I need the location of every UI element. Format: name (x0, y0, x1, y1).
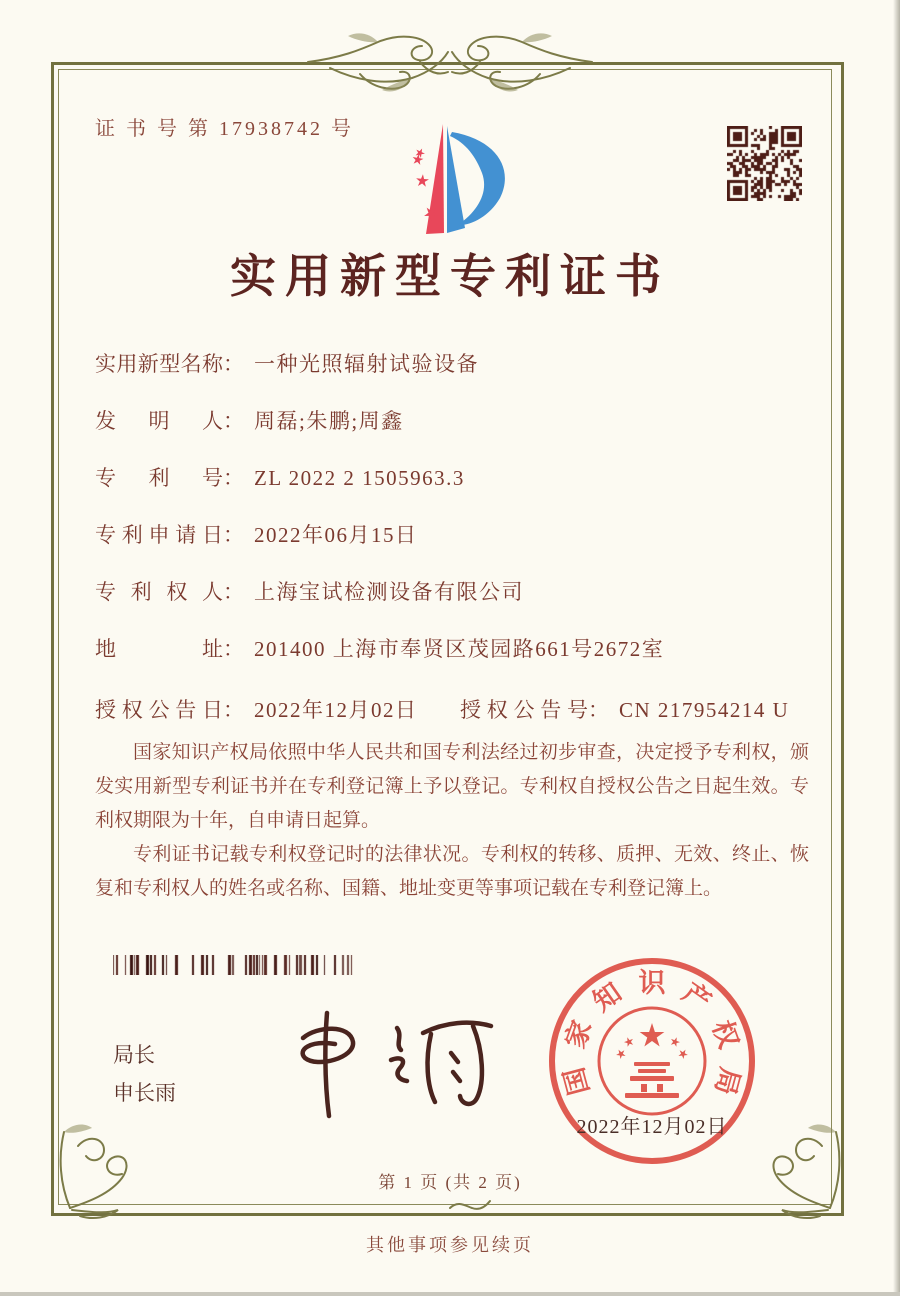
qr-code-canvas (727, 126, 802, 201)
field-label: 发明人 (95, 409, 223, 433)
svg-text:家: 家 (559, 1016, 598, 1053)
qr-code (727, 126, 802, 206)
top-center-ornament-icon (300, 28, 600, 100)
field-value: 201400 上海市奉贤区茂园路661号2672室 (254, 637, 665, 661)
field-colon: ： (223, 409, 244, 433)
field-colon: ： (223, 466, 244, 490)
field-colon: ： (223, 637, 244, 661)
legal-paragraph-1: 国家知识产权局依照中华人民共和国专利法经过初步审查，决定授予专利权，颁发实用新型专利证书并在专利登记簿上予以登记。专利权自授权公告之日起生效。专利权期限为十年，自申请日起算。 (95, 742, 809, 831)
field-value: 一种光照辐射试验设备 (254, 352, 479, 376)
grant-number-group (460, 694, 789, 724)
grant-row (95, 694, 855, 724)
bottom-center-ornament-icon (448, 1198, 492, 1212)
field-row (95, 462, 811, 490)
field-row (95, 633, 811, 661)
field-label: 专利号 (95, 466, 223, 490)
grant-number-value: CN 217954214 U (619, 698, 790, 722)
field-label: 专利权人 (95, 580, 223, 604)
cnipa-logo-icon (370, 112, 550, 237)
svg-text:产: 产 (677, 977, 717, 1018)
svg-text:局: 局 (709, 1064, 746, 1099)
certificate-title: 实用新型专利证书 (230, 251, 670, 302)
field-value: 周磊;朱鹏;周鑫 (254, 409, 404, 433)
official-seal (537, 948, 767, 1178)
field-label: 实用新型名称 (95, 352, 223, 376)
seal-emblem-icon (614, 1023, 689, 1098)
field-label: 专利申请日 (95, 523, 223, 547)
field-row (95, 405, 811, 433)
grant-date-value: 2022年12月02日 (254, 698, 418, 722)
legal-paragraph-2: 专利证书记载专利权登记时的法律状况。专利权的转移、质押、无效、终止、恢复和专利权人的姓名或名称、国籍、地址变更等事项记载在专利登记簿上。 (95, 844, 809, 899)
scan-edge-bottom (0, 1292, 900, 1296)
field-row (95, 576, 811, 604)
field-row (95, 519, 811, 547)
field-row (95, 348, 811, 376)
field-colon: ： (223, 523, 244, 547)
signature-icon (255, 998, 505, 1123)
field-value: 上海宝试检测设备有限公司 (254, 580, 524, 604)
field-colon: ： (223, 698, 244, 722)
field-colon: ： (223, 580, 244, 604)
barcode-canvas (113, 955, 357, 975)
grant-number-label: 授权公告号 (460, 698, 588, 722)
barcode (113, 955, 357, 980)
legal-text (95, 736, 809, 906)
certificate-number: 证 书 号 第 17938742 号 (95, 118, 354, 140)
signer-title: 局长 (113, 1043, 155, 1067)
page-number: 第 1 页 (共 2 页) (378, 1173, 522, 1192)
svg-text:知: 知 (587, 977, 627, 1018)
fields-section (95, 348, 811, 690)
field-value: ZL 2022 2 1505963.3 (254, 466, 465, 490)
field-value: 2022年06月15日 (254, 523, 418, 547)
field-colon: ： (223, 352, 244, 376)
scan-edge-right (893, 0, 900, 1296)
svg-text:权: 权 (706, 1016, 745, 1053)
signer-block (113, 1036, 176, 1112)
continuation-note: 其他事项参见续页 (366, 1235, 534, 1255)
seal-date: 2022年12月02日 (576, 1116, 728, 1138)
svg-text:国: 国 (558, 1064, 595, 1099)
svg-text:识: 识 (638, 968, 666, 998)
field-colon: ： (588, 698, 609, 722)
signer-name: 申长雨 (113, 1081, 176, 1105)
field-label: 地址 (95, 637, 223, 661)
grant-date-label: 授权公告日 (95, 698, 223, 722)
